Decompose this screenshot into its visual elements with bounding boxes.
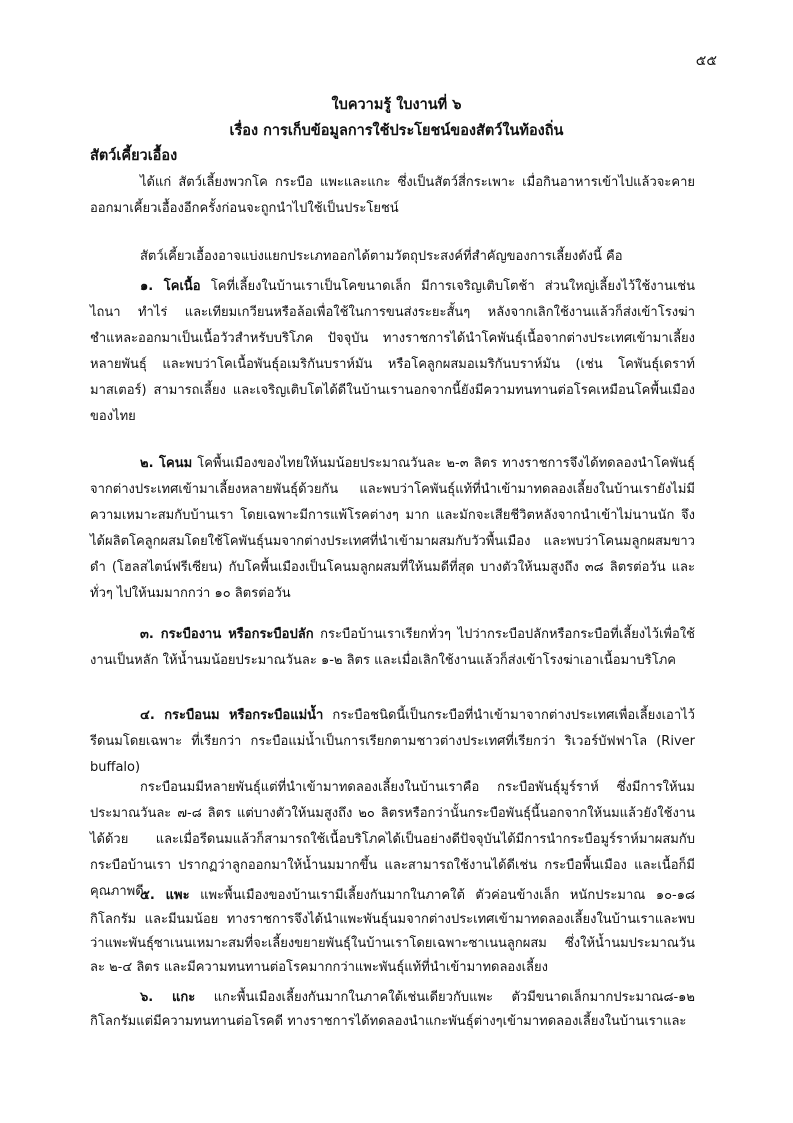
classification-paragraph bbox=[90, 244, 695, 270]
item-river-buffalo bbox=[90, 703, 695, 781]
item-sheep bbox=[90, 986, 695, 1034]
item-label: ๖. แกะ bbox=[140, 990, 196, 1005]
page-number: ๕๕ bbox=[695, 53, 717, 69]
item-goat bbox=[90, 884, 695, 980]
classification-text: สัตว์เคี้ยวเอื้องอาจแบ่งแยกประเภทออกได้ตามวัตถุประสงค์ที่สำคัญของการเลี้ยงดังนี้ คือ bbox=[140, 249, 623, 264]
worksheet-subject: เรื่อง การเก็บข้อมูลการใช้ประโยชน์ของสัตว์ในท้องถิ่น bbox=[229, 123, 564, 139]
item-label: ๓. กระบืองาน หรือกระบือปลัก bbox=[140, 627, 314, 642]
item-text: แกะพื้นเมืองเลี้ยงกันมากในภาคใต้เช่นเดียวกับแพะ ตัวมีขนาดเล็กมากประมาณ๘-๑๒ กิโลกรัมแต่มีความทนทานต่อโรคดี ทางราชการได้ทดลองนำแกะพันธุ์ต่างๆเข้ามาทดลองเลี้ยงในบ้านเราและ bbox=[90, 990, 696, 1029]
item-dairy-cattle bbox=[90, 451, 695, 607]
item-label: ๒. โคนม bbox=[140, 456, 193, 471]
item-text: กระบือชนิดนี้เป็นกระบือที่นำเข้ามาจากต่างประเทศเพื่อเลี้ยงเอาไว้รีดนมโดยเฉพาะ ที่เรียกว่า กระบือแม่น้ำเป็นการเรียกตามชาวต่างประเทศที่เรียกว่า ริเวอร์บัฟฟาโล (River buffalo) bbox=[90, 708, 695, 775]
worksheet-title: ใบความรู้ ใบงานที่ ๖ bbox=[331, 97, 462, 113]
intro-text: ได้แก่ สัตว์เลี้ยงพวกโค กระบือ แพะและแกะ ซึ่งเป็นสัตว์สี่กระเพาะ เมื่อกินอาหารเข้าไปแล้วจะคายออกมาเคี้ยวเอื้องอีกครั้งก่อนจะถูกนำไปใช้เป็นประโยชน์ bbox=[90, 175, 695, 216]
item-beef-cattle bbox=[90, 274, 695, 430]
item-swamp-buffalo bbox=[90, 622, 695, 674]
item-text: โคที่เลี้ยงในบ้านเราเป็นโคขนาดเล็ก มีการเจริญเติบโตช้า ส่วนใหญ่เลี้ยงไว้ใช้งานเช่นไถนา ทำไร่ และเทียมเกวียนหรือล้อเพื่อใช้ในการขนส่งระยะสั้นๆ หลังจากเลิกใช้งานแล้วก็ส่งเข้าโรงฆ่าชำแหละออกมาเป็นเนื้อวัวสำหรับบริโภค ปัจจุบัน ทางราชการได้นำโคพันธุ์เนื้อจากต่างประเทศเข้ามาเลี้ยงหลายพันธุ์ และพบว่าโคเนื้อพันธุ์อเมริกันบราห์มัน หรือโคลูกผสมอเมริกันบราห์มัน (เช่น โคพันธุ์เดราท์มาสเตอร์) สามารถเลี้ยง และเจริญเติบโตได้ดีในบ้านเรานอกจากนี้ยังมีความทนทานต่อโรคเหมือนโคพื้นเมืองของไทย bbox=[90, 279, 695, 424]
item-text: กระบือนมมีหลายพันธุ์แต่ที่นำเข้ามาทดลองเลี้ยงในบ้านเราคือ กระบือพันธุ์มูร์ราห์ ซึ่งมีการให้นมประมาณวันละ ๗-๘ ลิตร แต่บางตัวให้นมสูงถึง ๒๐ ลิตรหรือกว่านั้นกระบือพันธุ์นี้นอกจากให้นมแล้วยังใช้งานได้ด้วย และเมื่อรีดนมแล้วก็สามารถใช้เนื้อบริโภคได้เป็นอย่างดีปัจจุบันได้มีการนำกระบือมูร์ราห์มาผสมกับกระบือบ้านเรา ปรากฏว่าลูกออกมาให้น้ำนมมากขึ้น และสามารถใช้งานได้ดีเช่น กระบือพื้นเมือง และเนื้อก็มีคุณภาพดี bbox=[90, 780, 695, 899]
item-text: กระบือบ้านเราเรียกทั่วๆ ไปว่ากระบือปลักหรือกระบือที่เลี้ยงไว้เพื่อใช้งานเป็นหลัก ให้น้ำนมน้อยประมาณวันละ ๑-๒ ลิตร และเมื่อเลิกใช้งานแล้วก็ส่งเข้าโรงฆ่าเอาเนื้อมาบริโภค bbox=[90, 627, 695, 668]
item-label: ๕. แพะ bbox=[140, 888, 190, 903]
item-text: แพะพื้นเมืองของบ้านเรามีเลี้ยงกันมากในภาคใต้ ตัวค่อนข้างเล็ก หนักประมาณ ๑๐-๑๘ กิโลกรัม และมีนมน้อย ทางราชการจึงได้นำแพะพันธุ์นมจากต่างประเทศเข้ามาทดลองเลี้ยงในบ้านเราและพบว่าแพะพันธุ์ซาเนนเหมาะสมที่จะเลี้ยงขยายพันธุ์ในบ้านเราโดยเฉพาะซาเนนลูกผสม ซึ่งให้น้ำนมประมาณวันละ ๒-๔ ลิตร และมีความทนทานต่อโรคมากกว่าแพะพันธุ์แท้ที่นำเข้ามาทดลองเลี้ยง bbox=[90, 888, 696, 975]
item-label: ๑. โคเนื้อ bbox=[140, 279, 201, 294]
section-heading: สัตว์เคี้ยวเอื้อง bbox=[90, 148, 178, 164]
item-text: โคพื้นเมืองของไทยให้นมน้อยประมาณวันละ ๒-๓ ลิตร ทางราชการจึงได้ทดลองนำโคพันธุ์จากต่างประเทศเข้ามาเลี้ยงหลายพันธุ์ด้วยกัน และพบว่าโคพันธุ์แท้ที่นำเข้ามาทดลองเลี้ยงในบ้านเรายังไม่มีความเหมาะสมกับบ้านเรา โดยเฉพาะมีการแพ้โรคต่างๆ มาก และมักจะเสียชีวิตหลังจากนำเข้าไม่นานนัก จึงได้ผลิตโคลูกผสมโดยใช้โคพันธุ์นมจากต่างประเทศที่นำเข้ามาผสมกับวัวพื้นเมือง และพบว่าโคนมลูกผสมขาวดำ (โฮลสไตน์ฟรีเซียน) กับโคพื้นเมืองเป็นโคนมลูกผสมที่ให้นมดีที่สุด บางตัวให้นมสูงถึง ๓๘ ลิตรต่อวัน และทั่วๆ ไปให้นมมากกว่า ๑๐ ลิตรต่อวัน bbox=[90, 456, 696, 601]
item-label: ๔. กระบือนม หรือกระบือแม่น้ำ bbox=[140, 708, 324, 723]
intro-paragraph bbox=[90, 170, 695, 222]
